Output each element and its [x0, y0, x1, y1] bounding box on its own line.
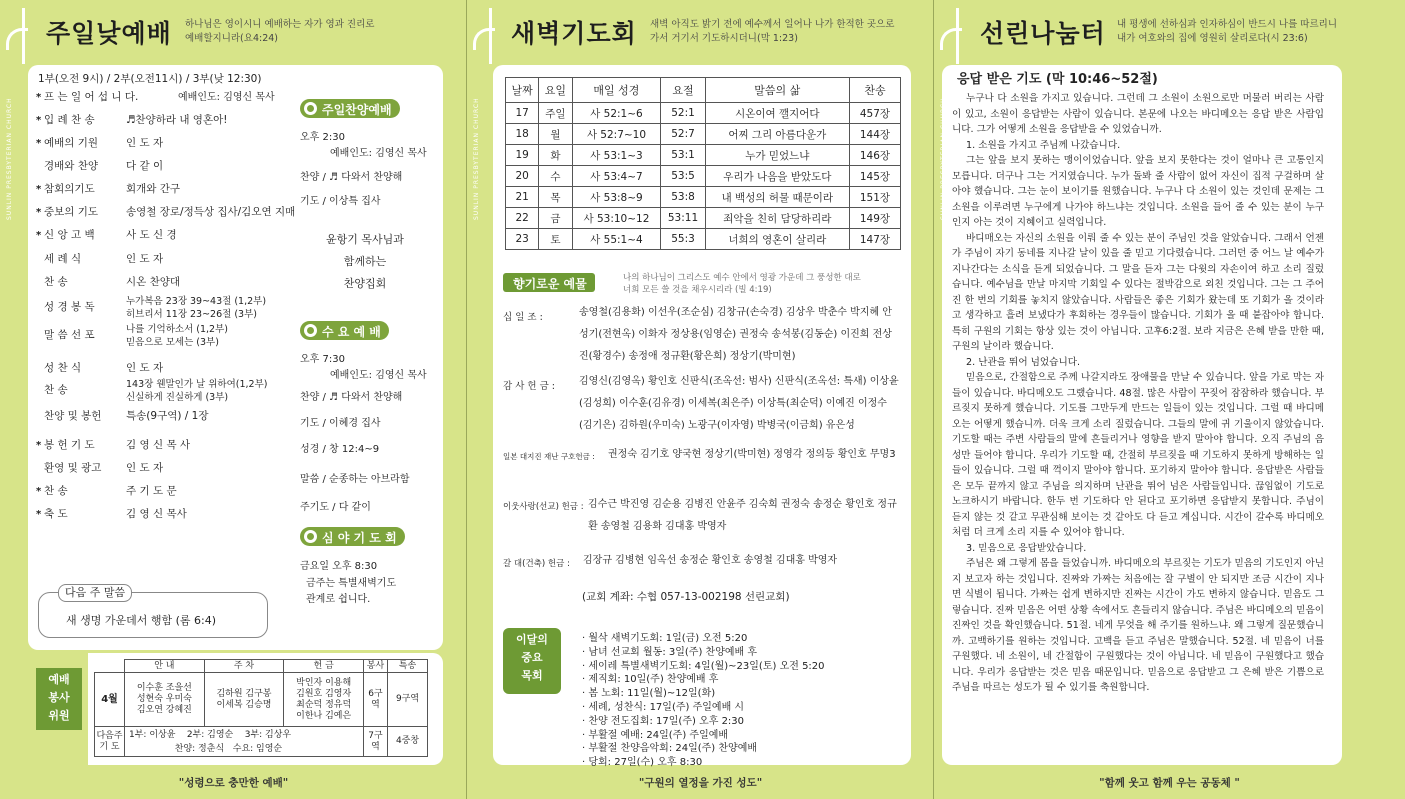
schedule-cell: 사 53:4~7 — [572, 166, 661, 187]
order-value: 143장 웬말인가 날 위하여(1,2부) — [126, 379, 268, 390]
order-value: 송영철 장로/정득상 집사/김오연 지매 — [126, 206, 296, 218]
article-heading: 3. 믿음으로 응답받았습니다. — [966, 542, 1087, 554]
wednesday-leader: 예배인도: 김영신 목사 — [330, 370, 427, 381]
order-value: 회개와 간구 — [126, 183, 181, 195]
schedule-row — [506, 166, 901, 187]
order-star: * — [36, 230, 42, 241]
building-names: 김장규 김병현 임옥선 송정순 황인호 송영철 김대홍 박영자 — [583, 555, 838, 566]
vol-next-special: 4중창 — [388, 727, 428, 757]
article-paragraph: 바디매오는 자신의 소원을 이뤄 줄 수 있는 분이 주님인 것을 알았습니다. 그래서 언젠가 주님이 자기 동네를 지나갈 날이 있을 줄 믿고 기다렸습니다. 그러던 중 어느 날 예수가 지나간다는 소식을 듣게 되었습니다. 그 말을 듣자 그는 다윗의 자손이여 하고 소리 질렀습니다. 예수님을 만날 마지막 기회일 수 있다는 절박감으로 외친 것입니다. 그는 그 주어진 한 번의 기회를 놓치지 않았습니다. 사람들은 좋은 기회가 왔는데 또 기회가 올 것이라고 생각하고 흘려 보냈다가 후회하는 경우들이 많습니다. 기회가 올 때 붙잡아야 합니다. 특히 구원의 기회는 항상 있는 것이 아닙니다. 고후6:2절. 보라 지금은 은혜 받을 만한 때, 구원의 날이라 했습니다. — [952, 232, 1324, 352]
order-star: * — [36, 486, 42, 497]
vol-prayer-3: 3부: 김상우 — [244, 729, 292, 740]
schedule-cell: 금 — [539, 208, 572, 229]
schedule-cell: 화 — [539, 145, 572, 166]
schedule-cell: 17 — [506, 103, 539, 124]
panel-sunday-worship — [0, 0, 467, 799]
thanks-names: 김영신(김영옥) 황인호 신판식(조옥선: 범사) 신판식(조옥선: 특새) 이상윤(김성희) 이수훈(김유경) 이세복(최은주) 이상특(최순덕) 이예진 이정수(김기은) 김하원(우미숙) 노광구(이자영) 박병국(이금희) 유은성 — [579, 376, 899, 431]
schedule-body — [506, 103, 901, 250]
church-account: (교회 계좌: 수협 057-13-002198 선린교회) — [582, 591, 790, 603]
order-star: * — [36, 92, 42, 103]
schedule-cell: 53:5 — [661, 166, 705, 187]
wednesday-lords-prayer: 주기도 / 다 같이 — [300, 502, 371, 513]
vol-header-guide: 안 내 — [125, 660, 205, 673]
order-star: * — [36, 184, 42, 195]
schedule-cell: 내 백성의 허물 때문이라 — [705, 187, 849, 208]
schedule-cell: 월 — [539, 124, 572, 145]
month-item: · 월삭 새벽기도회: 1일(금) 오전 5:20 — [582, 633, 748, 644]
order-value: 인 도 자 — [126, 253, 164, 265]
praise-time: 오후 2:30 — [300, 132, 345, 143]
order-label: 찬양 및 봉헌 — [44, 410, 102, 422]
volunteer-row-next-prayer — [95, 727, 428, 757]
pill-bullet-icon — [304, 324, 317, 337]
schedule-row — [506, 187, 901, 208]
order-star: * — [36, 509, 42, 520]
panel3-subtitle-line2: 내가 여호와의 집에 영원히 살리로다(시 23:6) — [1117, 33, 1308, 44]
order-label: 말 씀 선 포 — [44, 329, 95, 341]
service-committee-label: 예배 봉사 위원 — [36, 668, 82, 730]
offering-verse — [623, 272, 861, 296]
wednesday-prayer: 기도 / 이혜경 집사 — [300, 418, 381, 429]
schedule-cell: 22 — [506, 208, 539, 229]
article-paragraph: 주님은 왜 그렇게 몸을 들었습니까. 바디메오의 부르짖는 기도가 믿음의 기도인지 아닌지 보고자 하는 것입니다. 진짜와 가짜는 처음에는 잘 구별이 안 되지만 조금 시간이 지나면 식별이 됩니다. 가짜는 쉽게 변하지만 진짜는 시간이 가도 변하지 않습니다. 믿음도 그렇습니다. 진짜 믿음은 어떤 상황 속에서도 흔들리지 않습니다. 주님은 바디메오의 믿음이 진짜인 것을 확인했습니다. 51절. 네게 무엇을 해 주기를 원하느냐. 왜 그렇게 질문했습니까. 고백하기를 원하는 것입니다. 고백을 듣고 주님은 말했습니다. 52절. 네 믿음이 너를 구원했다. 네 소원이, 네 간절함이 구원했다는 것이 아닙니다. 네 믿음이 구원했다고 했습니다. 우리가 응답받는 것은 믿음 때문입니다. 믿음으로 응답받고 그 은혜 받은 기쁨으로 주님을 따르는 성도가 될 수 있기를 축원합니다. — [952, 558, 1324, 693]
side-text: SUNLIN PRESBYTERIAN CHURCH — [6, 97, 13, 220]
wednesday-hymn: 찬양 / ♬ 다와서 찬양해 — [300, 392, 403, 403]
schedule-cell: 주일 — [539, 103, 572, 124]
order-value: 시온 찬양대 — [126, 276, 181, 288]
wednesday-bible: 성경 / 창 12:4~9 — [300, 444, 380, 455]
schedule-cell: 사 53:8~9 — [572, 187, 661, 208]
mission-names: 김수근 박진영 김순용 김병진 안윤주 김숙희 권정숙 송정순 황인호 정규환 송영철 김용화 김대홍 박영자 — [588, 499, 897, 532]
schedule-cell: 53:1 — [661, 145, 705, 166]
panel2-footer: "구원의 열정을 가진 성도" — [638, 777, 763, 789]
order-label: 성 경 봉 독 — [44, 301, 95, 313]
vol-prayer-1: 1부: 이상윤 — [129, 729, 176, 740]
order-label: 성 찬 식 — [44, 362, 82, 374]
order-value: 주 기 도 문 — [126, 485, 177, 497]
offering-title-tag: 향기로운 예물 — [503, 273, 595, 292]
order-value: 특송(9구역) / 1장 — [126, 410, 209, 422]
header-ornament-curve — [940, 28, 962, 50]
volunteer-row-april — [95, 673, 428, 727]
schedule-cell: 151장 — [849, 187, 900, 208]
vol-header-parking: 주 차 — [204, 660, 284, 673]
panel1-title: 주일낮예배 — [46, 19, 172, 48]
vol-serve-group: 6구역 — [364, 673, 388, 727]
volunteer-header-row — [95, 660, 428, 673]
dawn-bible-schedule-table — [505, 77, 901, 250]
order-value: ♬찬양하라 내 영혼아! — [126, 114, 228, 126]
praise-special-line1: 윤항기 목사님과 — [326, 233, 404, 246]
praise-special-line2: 함께하는 — [343, 255, 387, 268]
month-item: · 제직회: 10일(주) 찬양예배 후 — [582, 674, 719, 686]
next-word-text: 새 생명 가운데서 행함 (롬 6:4) — [66, 614, 217, 627]
order-label: 찬 송 — [44, 384, 68, 396]
order-label: 중보의 기도 — [44, 206, 99, 218]
schedule-cell: 55:3 — [661, 229, 705, 250]
panel1-header — [0, 0, 467, 62]
panel1-subtitle — [185, 18, 374, 46]
schedule-cell: 53:8 — [661, 187, 705, 208]
panel2-header — [467, 0, 934, 62]
schedule-header-row — [506, 78, 901, 103]
sched-col-life: 말씀의 삶 — [705, 78, 849, 103]
order-value-2: 신실하게 진실하게 (3부) — [126, 392, 229, 403]
night-prayer-pill — [300, 527, 405, 546]
schedule-cell: 52:1 — [661, 103, 705, 124]
volunteer-table — [94, 659, 428, 757]
order-star: * — [36, 138, 42, 149]
schedule-row — [506, 145, 901, 166]
order-value-2: 히브리서 11장 23~26절 (3부) — [126, 309, 257, 320]
article-paragraph: 누구나 다 소원을 가지고 있습니다. 그런데 그 소원이 소원으로만 머물러 버리는 사람이 있고, 소원이 응답받는 사람이 있습니다. 본문에 나오는 바디메오는 응답 받은 사람입니다. 그가 어떻게 소원을 응답받을 수 있었습니까. — [952, 93, 1324, 135]
vol-row-label: 4월 — [95, 673, 125, 727]
panel2-title: 새벽기도회 — [511, 19, 637, 48]
month-item: · 찬양 전도집회: 17일(주) 오후 2:30 — [582, 715, 745, 727]
schedule-cell: 18 — [506, 124, 539, 145]
schedule-cell: 146장 — [849, 145, 900, 166]
schedule-cell: 457장 — [849, 103, 900, 124]
order-value-2: 믿음으로 모세는 (3부) — [126, 337, 219, 348]
order-value: 다 같 이 — [126, 160, 164, 172]
month-item: · 당회: 27일(수) 오후 8:30 — [582, 757, 703, 769]
praise-worship-pill — [300, 99, 400, 118]
panel2-subtitle-line2: 가서 거기서 기도하시더니(막 1:23) — [650, 33, 798, 44]
month-item: · 부활절 찬양음악회: 24일(주) 찬양예배 — [582, 743, 758, 755]
schedule-cell: 수 — [539, 166, 572, 187]
panel2-subtitle — [650, 18, 894, 46]
schedule-cell: 너희의 영혼이 살리라 — [705, 229, 849, 250]
order-label: 참회의기도 — [44, 183, 95, 195]
wednesday-title: 수 요 예 배 — [322, 325, 381, 339]
order-label: 세 례 식 — [44, 253, 82, 265]
panel3-subtitle-line1: 내 평생에 선하심과 인자하심이 반드시 나를 따르리니 — [1117, 19, 1338, 30]
article-paragraph: 그는 앞을 보지 못하는 맹이이었습니다. 앞을 보지 못한다는 것이 얼마나 큰 고통인지 모릅니다. 더구나 그는 거지였습니다. 누가 돌봐 줄 사람이 없어 자신이 집적 구걸하며 살아야 했습니다. 그는 눈이 보이기를 원했습니다. 누구나 다 소원이 있는 것인데 문제는 그 소원을 이루려면 누구에게 나가야 하느냐는 것입니다. 소원을 들어 줄 수 있는 분이 누구인지 아는 것이 지혜이고 실력입니다. — [952, 155, 1324, 228]
schedule-cell: 52:7 — [661, 124, 705, 145]
order-label: 봉 헌 기 도 — [44, 439, 95, 451]
vol-guide-names: 이수훈 조을선 성현숙 우미숙 김오연 강혜진 — [125, 673, 205, 727]
night-prayer-title: 심 야 기 도 회 — [322, 531, 397, 545]
month-item: · 세례, 성찬식: 17일(주) 주일예배 시 — [582, 702, 745, 713]
schedule-cell: 토 — [539, 229, 572, 250]
next-word-label: 다음 주 말씀 — [58, 584, 132, 602]
order-label: 신 앙 고 백 — [44, 229, 95, 241]
order-value: 김 영 신 목사 — [126, 508, 187, 520]
schedule-cell: 149장 — [849, 208, 900, 229]
schedule-cell: 죄악을 친히 담당하리라 — [705, 208, 849, 229]
vol-choir: 찬양: 정춘식 — [174, 743, 225, 754]
order-label: 입 례 찬 송 — [44, 114, 95, 126]
schedule-cell: 사 52:7~10 — [572, 124, 661, 145]
vol-next-prayer-cell — [125, 727, 364, 757]
mission-label: 이웃사랑(선교) 헌금 : — [503, 502, 584, 512]
vol-prayer-2: 2부: 김영순 — [186, 729, 234, 740]
praise-worship-title: 주일찬양예배 — [322, 103, 392, 117]
building-label: 갈 대(건축) 헌금 : — [503, 559, 570, 569]
article-paragraph: 믿음으로, 간절함으로 주께 나갈지라도 장애물을 만날 수 있습니다. 앞을 가로 막는 자들이 있습니다. 바디메오도 그랬습니다. 48절. 많은 사람이 꾸짖어 잠잠하라 했습니다. 부르짖지 못하게 했습니다. 기도를 그만두게 만드는 일들이 있는 것입니다. 그럴 때 바디메오는 어떻게 했습니까. 더욱 크게 소리 질렀습니다. 그들의 말에 귀 기울이지 않았습니다. 기도할 때는 주변 사람들의 말에 흔들리거나 영향을 받지 말아야 합니다. 오직 주님의 음성만 들어야 합니다. 우리가 기도할 때, 간절히 부르짖을 때 기도하지 못하게 방해하는 일들이 있습니다. 그럴 때 꺽이지 말아야 합니다. 포기하지 말아야 합니다. 응답받은 사람들은 모두 끝까지 않고 주님을 의지하며 난관을 뛰어 넘은 사람들입니다. 끊임없이 기도로 노크하시기 바랍니다. 한두 번 기도하다 안 된다고 포기하면 응답받지 못합니다. 주님이 듣지 않는 것 같고 무관심해 보이는 것 같아도 다 듣고 계십니다. 시간이 갈수록 바디메오처럼 더 크게 소리 지를 수 있어야 합니다. — [952, 372, 1324, 538]
order-value: 인 도 자 — [126, 362, 164, 374]
vol-header-special: 특송 — [388, 660, 428, 673]
order-label: 찬 송 — [44, 485, 68, 497]
panel2-subtitle-line1: 새벽 아직도 밝기 전에 예수께서 일어나 나가 한적한 곳으로 — [650, 19, 895, 30]
month-schedule-label: 이달의 중요 목회 — [503, 628, 561, 694]
pill-bullet-icon — [304, 102, 317, 115]
panel1-subtitle-line1: 하나님은 영이시니 예배하는 자가 영과 진리로 — [185, 19, 375, 30]
wednesday-time: 오후 7:30 — [300, 354, 345, 365]
praise-prayer: 기도 / 이상특 집사 — [300, 196, 381, 207]
schedule-cell: 사 53:1~3 — [572, 145, 661, 166]
schedule-row — [506, 124, 901, 145]
panel1-subtitle-line2: 예배할지니라(요4:24) — [185, 33, 278, 44]
schedule-cell: 23 — [506, 229, 539, 250]
schedule-cell: 21 — [506, 187, 539, 208]
sched-col-day: 요일 — [539, 78, 572, 103]
schedule-cell: 사 53:10~12 — [572, 208, 661, 229]
schedule-cell: 53:11 — [661, 208, 705, 229]
service-times: 1부(오전 9시) / 2부(오전11시) / 3부(낮 12:30) — [38, 73, 262, 85]
panel3-title: 선린나눔터 — [980, 19, 1106, 48]
order-value: 인 도 자 — [126, 462, 164, 474]
schedule-cell: 사 55:1~4 — [572, 229, 661, 250]
schedule-cell: 147장 — [849, 229, 900, 250]
pill-bullet-icon — [304, 530, 317, 543]
order-label: 예배의 기원 — [44, 137, 99, 149]
order-value: 나를 기억하소서 (1,2부) — [126, 324, 228, 335]
offering-verse-line2: 너희 모든 쓸 것을 채우시리라 (빌 4:19) — [623, 285, 772, 295]
header-ornament-curve — [6, 28, 28, 50]
sched-col-date: 날짜 — [506, 78, 539, 103]
sched-col-verse: 요절 — [661, 78, 705, 103]
schedule-cell: 19 — [506, 145, 539, 166]
schedule-cell: 우리가 나음을 받았도다 — [705, 166, 849, 187]
order-label: 찬 송 — [44, 276, 68, 288]
night-prayer-time: 금요일 오후 8:30 — [300, 561, 378, 572]
order-leader-note: 예배인도: 김영신 목사 — [178, 92, 275, 103]
month-item: · 봄 노회: 11일(월)~12일(화) — [582, 688, 716, 700]
panel1-footer: "성령으로 충만한 예배" — [178, 777, 289, 789]
vol-header-serve: 봉사 — [364, 660, 388, 673]
header-ornament-curve — [473, 28, 495, 50]
month-item: · 세이레 특별새벽기도회: 4일(월)~23일(토) 오전 5:20 — [582, 660, 825, 672]
panel3-footer: "함께 웃고 함께 우는 공동체 " — [1099, 777, 1240, 789]
month-item: · 부활절 예배: 24일(주) 주일예배 — [582, 729, 729, 741]
vol-wednesday: 수요: 임영순 — [232, 743, 283, 754]
schedule-cell: 누가 믿었느냐 — [705, 145, 849, 166]
order-label: 프 는 일 어 섭 니 다. — [44, 91, 139, 103]
schedule-cell: 어찌 그리 아름다운가 — [705, 124, 849, 145]
order-star: * — [36, 115, 42, 126]
vol-header-offering: 헌 금 — [284, 660, 364, 673]
sched-col-hymn: 찬송 — [849, 78, 900, 103]
schedule-row — [506, 229, 901, 250]
offering-verse-line1: 나의 하나님이 그리스도 예수 안에서 영광 가운데 그 풍성한 대로 — [623, 273, 861, 283]
praise-hymn: 찬양 / ♬ 다와서 찬양해 — [300, 172, 403, 183]
vol-next-prayer-label: 다음주 기 도 — [95, 727, 125, 757]
order-star: * — [36, 440, 42, 451]
article-title: 응답 받은 기도 (막 10:46~52절) — [957, 72, 1158, 87]
night-prayer-note1: 금주는 특별새벽기도 — [306, 578, 397, 589]
schedule-cell: 시온이여 깰지어다 — [705, 103, 849, 124]
order-value: 누가복음 23장 39~43절 (1,2부) — [126, 296, 267, 307]
wednesday-sermon: 말씀 / 순종하는 아브라함 — [300, 474, 410, 485]
article-heading: 1. 소원을 가지고 주님께 나갔습니다. — [966, 139, 1121, 151]
night-prayer-note2: 관계로 쉽니다. — [306, 594, 371, 605]
article-body — [952, 91, 1324, 696]
praise-leader: 예배인도: 김영신 목사 — [330, 148, 427, 159]
schedule-cell: 목 — [539, 187, 572, 208]
wednesday-worship-pill — [300, 321, 389, 340]
order-value: 사 도 신 경 — [126, 229, 177, 241]
order-value: 인 도 자 — [126, 137, 164, 149]
order-star: * — [36, 207, 42, 218]
vol-offering-names: 박인자 이용해 김원호 김영자 최순덕 정유덕 이한나 김예은 — [284, 673, 364, 727]
worship-order-box — [28, 65, 443, 650]
order-label: 경배와 찬양 — [44, 160, 99, 172]
order-value: 김 영 신 목 사 — [126, 439, 191, 451]
panel3-header — [934, 0, 1405, 62]
side-text: SUNLIN PRESBYTERIAN CHURCH — [473, 97, 480, 220]
schedule-cell: 20 — [506, 166, 539, 187]
japan-relief-names: 권정숙 김기호 양국현 정상기(박미현) 정영각 정의등 황인호 무명3 — [608, 449, 896, 460]
month-item: · 남녀 선교회 월동: 3일(주) 찬양예배 후 — [582, 646, 758, 658]
order-label: 축 도 — [44, 508, 68, 520]
volunteer-box — [88, 653, 443, 765]
schedule-row — [506, 103, 901, 124]
schedule-cell: 사 52:1~6 — [572, 103, 661, 124]
schedule-row — [506, 208, 901, 229]
vol-parking-names: 김하원 김구봉 이세복 김승명 — [204, 673, 284, 727]
thanks-label: 감 사 헌 금 : — [503, 381, 555, 392]
schedule-cell: 145장 — [849, 166, 900, 187]
tithe-names: 송영철(김용화) 이선우(조순심) 김창규(손숙경) 김상우 박춘수 박지혜 안성기(전현옥) 이화자 정상용(임영순) 권정숙 송석봉(김동순) 이진희 전상진(황경수) 송정애 정규환(황은희) 정상기(박미현) — [579, 307, 892, 362]
vol-special-group: 9구역 — [388, 673, 428, 727]
panel3-subtitle — [1117, 18, 1337, 46]
article-heading: 2. 난관을 뛰어 넘었습니다. — [966, 356, 1081, 368]
praise-special-line3: 찬양집회 — [343, 277, 387, 290]
tithe-label: 십 일 조 : — [503, 312, 543, 323]
vol-next-serve: 7구역 — [364, 727, 388, 757]
japan-relief-label: 일본 대지진 재난 구호헌금 : — [503, 452, 595, 461]
schedule-cell: 144장 — [849, 124, 900, 145]
order-label: 환영 및 광고 — [44, 462, 102, 474]
sched-col-reading: 매일 성경 — [572, 78, 661, 103]
